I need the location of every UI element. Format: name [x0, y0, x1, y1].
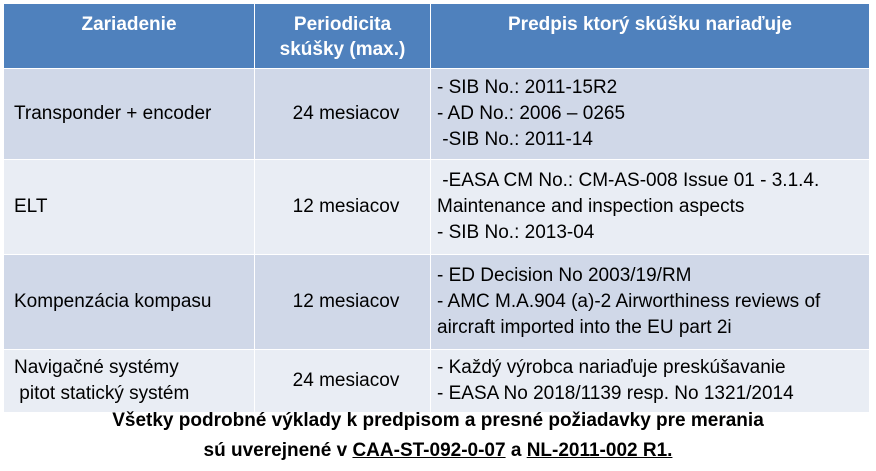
footer-note: [0, 406, 876, 466]
document-link-nl[interactable]: NL-2011-002 R1.: [526, 440, 673, 461]
header-regulation: Predpis ktorý skúšku nariaďuje: [431, 4, 870, 69]
table-row: [4, 350, 870, 413]
period-cell: 12 mesiacov: [255, 160, 431, 255]
header-device: Zariadenie: [4, 4, 255, 69]
period-cell: 24 mesiacov: [255, 69, 431, 160]
table-header-row: [4, 4, 870, 69]
regulation-cell: [431, 350, 870, 413]
device-cell: [4, 160, 255, 255]
regulation-cell: [431, 160, 870, 255]
regulation-cell: [431, 69, 870, 160]
device-name: Transponder + encoder: [14, 103, 212, 124]
header-period-line1: Periodicita: [293, 14, 392, 35]
regulation-line: - ED Decision No 2003/19/RM: [437, 265, 692, 286]
period-cell: 12 mesiacov: [255, 255, 431, 350]
regulation-line: - EASA No 2018/1139 resp. No 1321/2014: [437, 383, 794, 404]
regulation-line: - SIB No.: 2013-04: [437, 222, 595, 243]
regulation-line: - SIB No.: 2011-15R2: [437, 77, 618, 98]
footer-line2: [0, 436, 876, 466]
device-name: pitot statický systém: [14, 383, 190, 404]
table-row: [4, 69, 870, 160]
regulation-line: - Každý výrobca nariaďuje preskúšavanie: [437, 357, 786, 378]
footer-line2-connector: a: [505, 440, 527, 461]
table-row: [4, 160, 870, 255]
device-cell: [4, 69, 255, 160]
regulation-line: - AMC M.A.904 (a)-2 Airworthiness reviews of: [437, 291, 821, 312]
footer-line2-prefix: sú uverejnené v: [203, 440, 353, 461]
footer-line1: Všetky podrobné výklady k predpisom a presné požiadavky pre merania: [112, 410, 764, 431]
header-period-line2: skúšky (max.): [279, 39, 406, 60]
device-name: Navigačné systémy: [14, 357, 179, 378]
regulation-line: Maintenance and inspection aspects: [437, 196, 745, 217]
table-row: [4, 255, 870, 350]
regulation-line: - AD No.: 2006 – 0265: [437, 103, 626, 124]
regulation-cell: [431, 255, 870, 350]
document-link-caa[interactable]: CAA-ST-092-0-07: [352, 440, 506, 461]
device-cell: [4, 350, 255, 413]
device-name: Kompenzácia kompasu: [14, 291, 212, 312]
regulation-line: aircraft imported into the EU part 2i: [437, 317, 732, 338]
header-period: [255, 4, 431, 69]
inspection-table: [3, 3, 870, 413]
period-cell: 24 mesiacov: [255, 350, 431, 413]
device-cell: [4, 255, 255, 350]
regulation-line: -SIB No.: 2011-14: [437, 129, 593, 150]
device-name: ELT: [14, 196, 48, 217]
regulation-line: -EASA CM No.: CM-AS-008 Issue 01 - 3.1.4.: [437, 170, 820, 191]
